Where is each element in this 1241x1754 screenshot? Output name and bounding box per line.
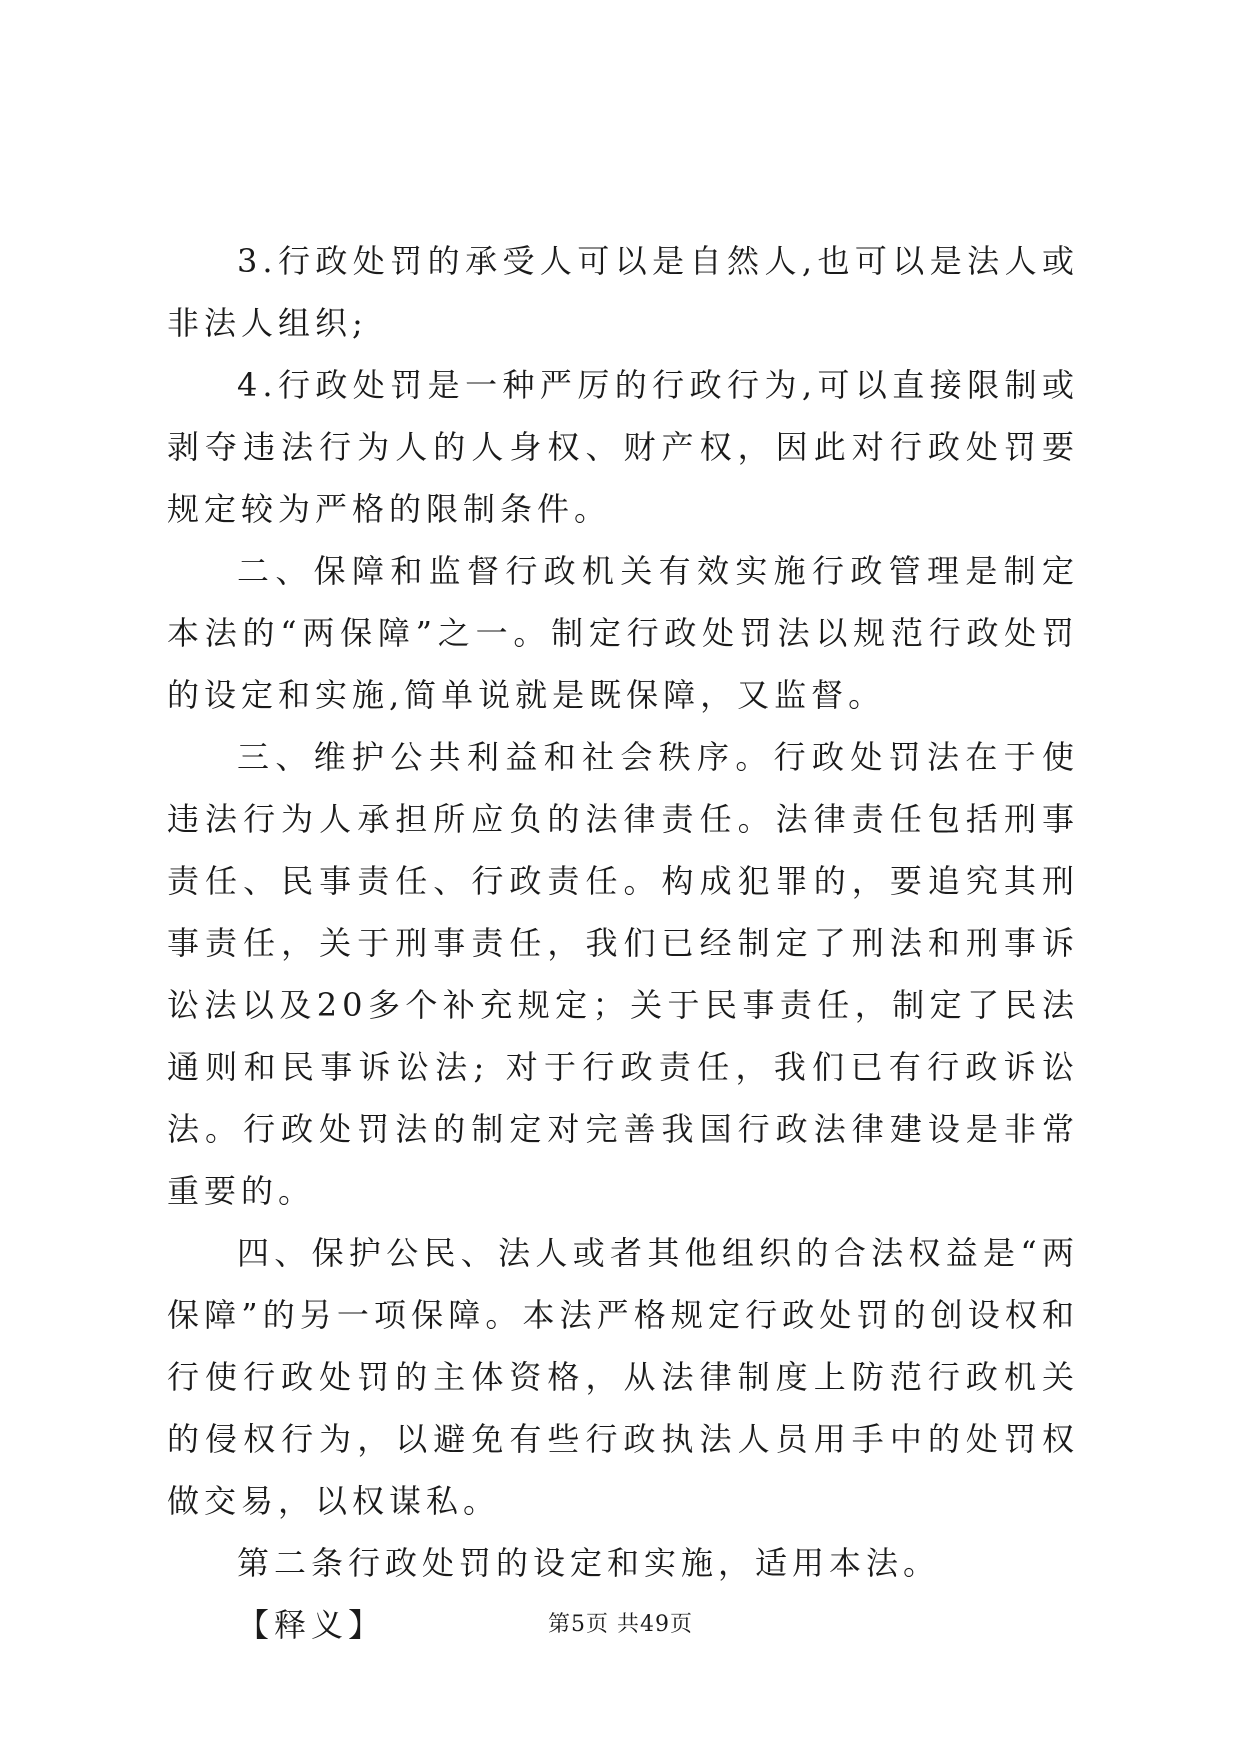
paragraph-interpretation-heading: 【释义】 (237, 1606, 386, 1644)
paragraph-section-2: 二、保障和监督行政机关有效实施行政管理是制定本法的“两保障”之一。制定行政处罚法以规范行政处罚的设定和实施,简单说就是既保障，又监督。 (167, 552, 1079, 714)
paragraph-item-3: 3.行政处罚的承受人可以是自然人,也可以是法人或非法人组织; (167, 242, 1079, 342)
paragraph-article-2: 第二条行政处罚的设定和实施，适用本法。 (237, 1544, 941, 1582)
paragraph-section-4: 四、保护公民、法人或者其他组织的合法权益是“两保障”的另一项保障。本法严格规定行政处罚的创设权和行使行政处罚的主体资格，从法律制度上防范行政机关的侵权行为，以避免有些行政执法人员用手中的处罚权做交易，以权谋私。 (167, 1234, 1079, 1520)
page-number-footer: 第5页 共49页 (548, 1612, 693, 1637)
paragraph-section-3: 三、维护公共利益和社会秩序。行政处罚法在于使违法行为人承担所应负的法律责任。法律责任包括刑事责任、民事责任、行政责任。构成犯罪的，要追究其刑事责任，关于刑事责任，我们已经制定了刑法和刑事诉讼法以及20多个补充规定；关于民事责任，制定了民法通则和民事诉讼法; 对于行政责任，我们已有行政诉讼法。行政处罚法的制定对完善我国行政法律建设是非常重要的。 (167, 738, 1079, 1210)
document-body (167, 230, 1079, 1656)
paragraph-item-4: 4.行政处罚是一种严厉的行政行为,可以直接限制或剥夺违法行为人的人身权、财产权，因此对行政处罚要规定较为严格的限制条件。 (167, 366, 1079, 528)
